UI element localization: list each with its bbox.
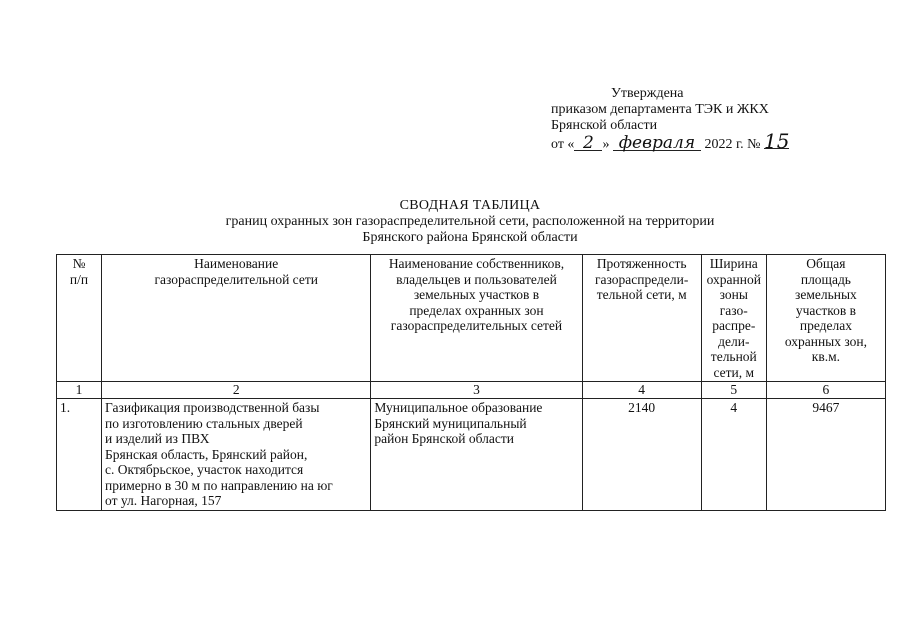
header-text: дели- xyxy=(718,333,750,349)
network-text: по изготовлению стальных дверей xyxy=(105,415,303,431)
title-line-3: Брянского района Брянской области xyxy=(362,230,578,245)
header-text: Ширина xyxy=(709,256,758,271)
network-text: с. Октябрьское, участок находится xyxy=(105,462,304,477)
approval-date-line xyxy=(551,129,790,153)
document-title xyxy=(150,198,790,246)
owners-cell xyxy=(371,399,582,511)
header-text: площадь xyxy=(800,271,851,287)
header-text: владельцев и пользователей xyxy=(396,271,557,287)
header-cell-number xyxy=(57,255,102,382)
header-text: пределах xyxy=(799,318,852,333)
network-text: и изделий из ПВХ xyxy=(105,431,210,446)
header-cell-network xyxy=(102,255,371,382)
header-text: сети, м xyxy=(713,364,755,380)
table-header-row xyxy=(57,255,886,382)
title-line-2: границ охранных зон газораспределительной сети, расположенной на территории xyxy=(225,214,715,229)
header-text: Наименование xyxy=(194,256,279,271)
header-text: № xyxy=(72,256,86,271)
header-text: земельных xyxy=(795,287,857,302)
header-text: участков в xyxy=(795,302,856,318)
header-text: п/п xyxy=(69,271,89,287)
handwritten-day: 2 xyxy=(574,136,602,151)
column-number: 6 xyxy=(766,382,885,399)
header-text: охранных зон, xyxy=(784,333,867,349)
number-label: № xyxy=(747,137,761,152)
approval-region-line: Брянской области xyxy=(551,118,658,133)
column-number: 5 xyxy=(701,382,766,399)
header-text: Наименование собственников, xyxy=(388,256,565,271)
header-text: Протяженность xyxy=(596,256,687,271)
header-text: охранной xyxy=(706,271,761,287)
owners-text: Муниципальное образование xyxy=(374,400,543,415)
date-prefix: от « xyxy=(551,137,575,152)
column-number: 1 xyxy=(57,382,102,399)
header-text: Общая xyxy=(806,256,846,271)
column-number: 3 xyxy=(371,382,582,399)
header-text: газораспредели- xyxy=(594,271,689,287)
network-name-cell xyxy=(102,399,371,511)
row-number: 1. xyxy=(57,399,102,511)
column-number: 2 xyxy=(102,382,371,399)
network-text: Брянская область, Брянский район, xyxy=(105,446,308,462)
header-text: земельных участков в xyxy=(413,287,540,302)
header-text: газораспределительной сети xyxy=(154,271,318,287)
header-text: зоны xyxy=(719,287,748,302)
approval-order-line: приказом департамента ТЭК и ЖКХ xyxy=(551,102,769,117)
column-number-row xyxy=(57,382,886,399)
network-text: от ул. Нагорная, 157 xyxy=(105,493,222,508)
header-cell-owners xyxy=(371,255,582,382)
handwritten-month: февраля xyxy=(613,136,701,151)
handwritten-number: 15 xyxy=(763,129,790,153)
width-cell: 4 xyxy=(701,399,766,511)
approval-title: Утверждена xyxy=(611,86,684,101)
header-cell-length xyxy=(582,255,701,382)
column-number: 4 xyxy=(582,382,701,399)
network-text: Газификация производственной базы xyxy=(105,400,320,415)
header-cell-area xyxy=(766,255,885,382)
header-text: тельной xyxy=(710,349,757,364)
table-row xyxy=(57,399,886,511)
header-text: распре- xyxy=(712,318,756,333)
owners-text: Брянский муниципальный xyxy=(374,415,527,431)
header-cell-width xyxy=(701,255,766,382)
header-text: тельной сети, м xyxy=(596,287,687,302)
date-year: 2022 г. xyxy=(704,137,744,152)
date-mid: » xyxy=(602,137,610,152)
approval-block xyxy=(551,86,789,153)
summary-table xyxy=(56,254,886,511)
length-cell: 2140 xyxy=(582,399,701,511)
header-text: пределах охранных зон xyxy=(409,302,544,318)
header-text: газо- xyxy=(719,302,748,318)
header-text: газораспределительных сетей xyxy=(390,318,563,333)
title-main: СВОДНАЯ ТАБЛИЦА xyxy=(399,198,541,213)
area-cell: 9467 xyxy=(766,399,885,511)
header-text: кв.м. xyxy=(811,349,841,364)
owners-text: район Брянской области xyxy=(374,431,514,446)
network-text: примерно в 30 м по направлению на юг xyxy=(105,477,333,493)
